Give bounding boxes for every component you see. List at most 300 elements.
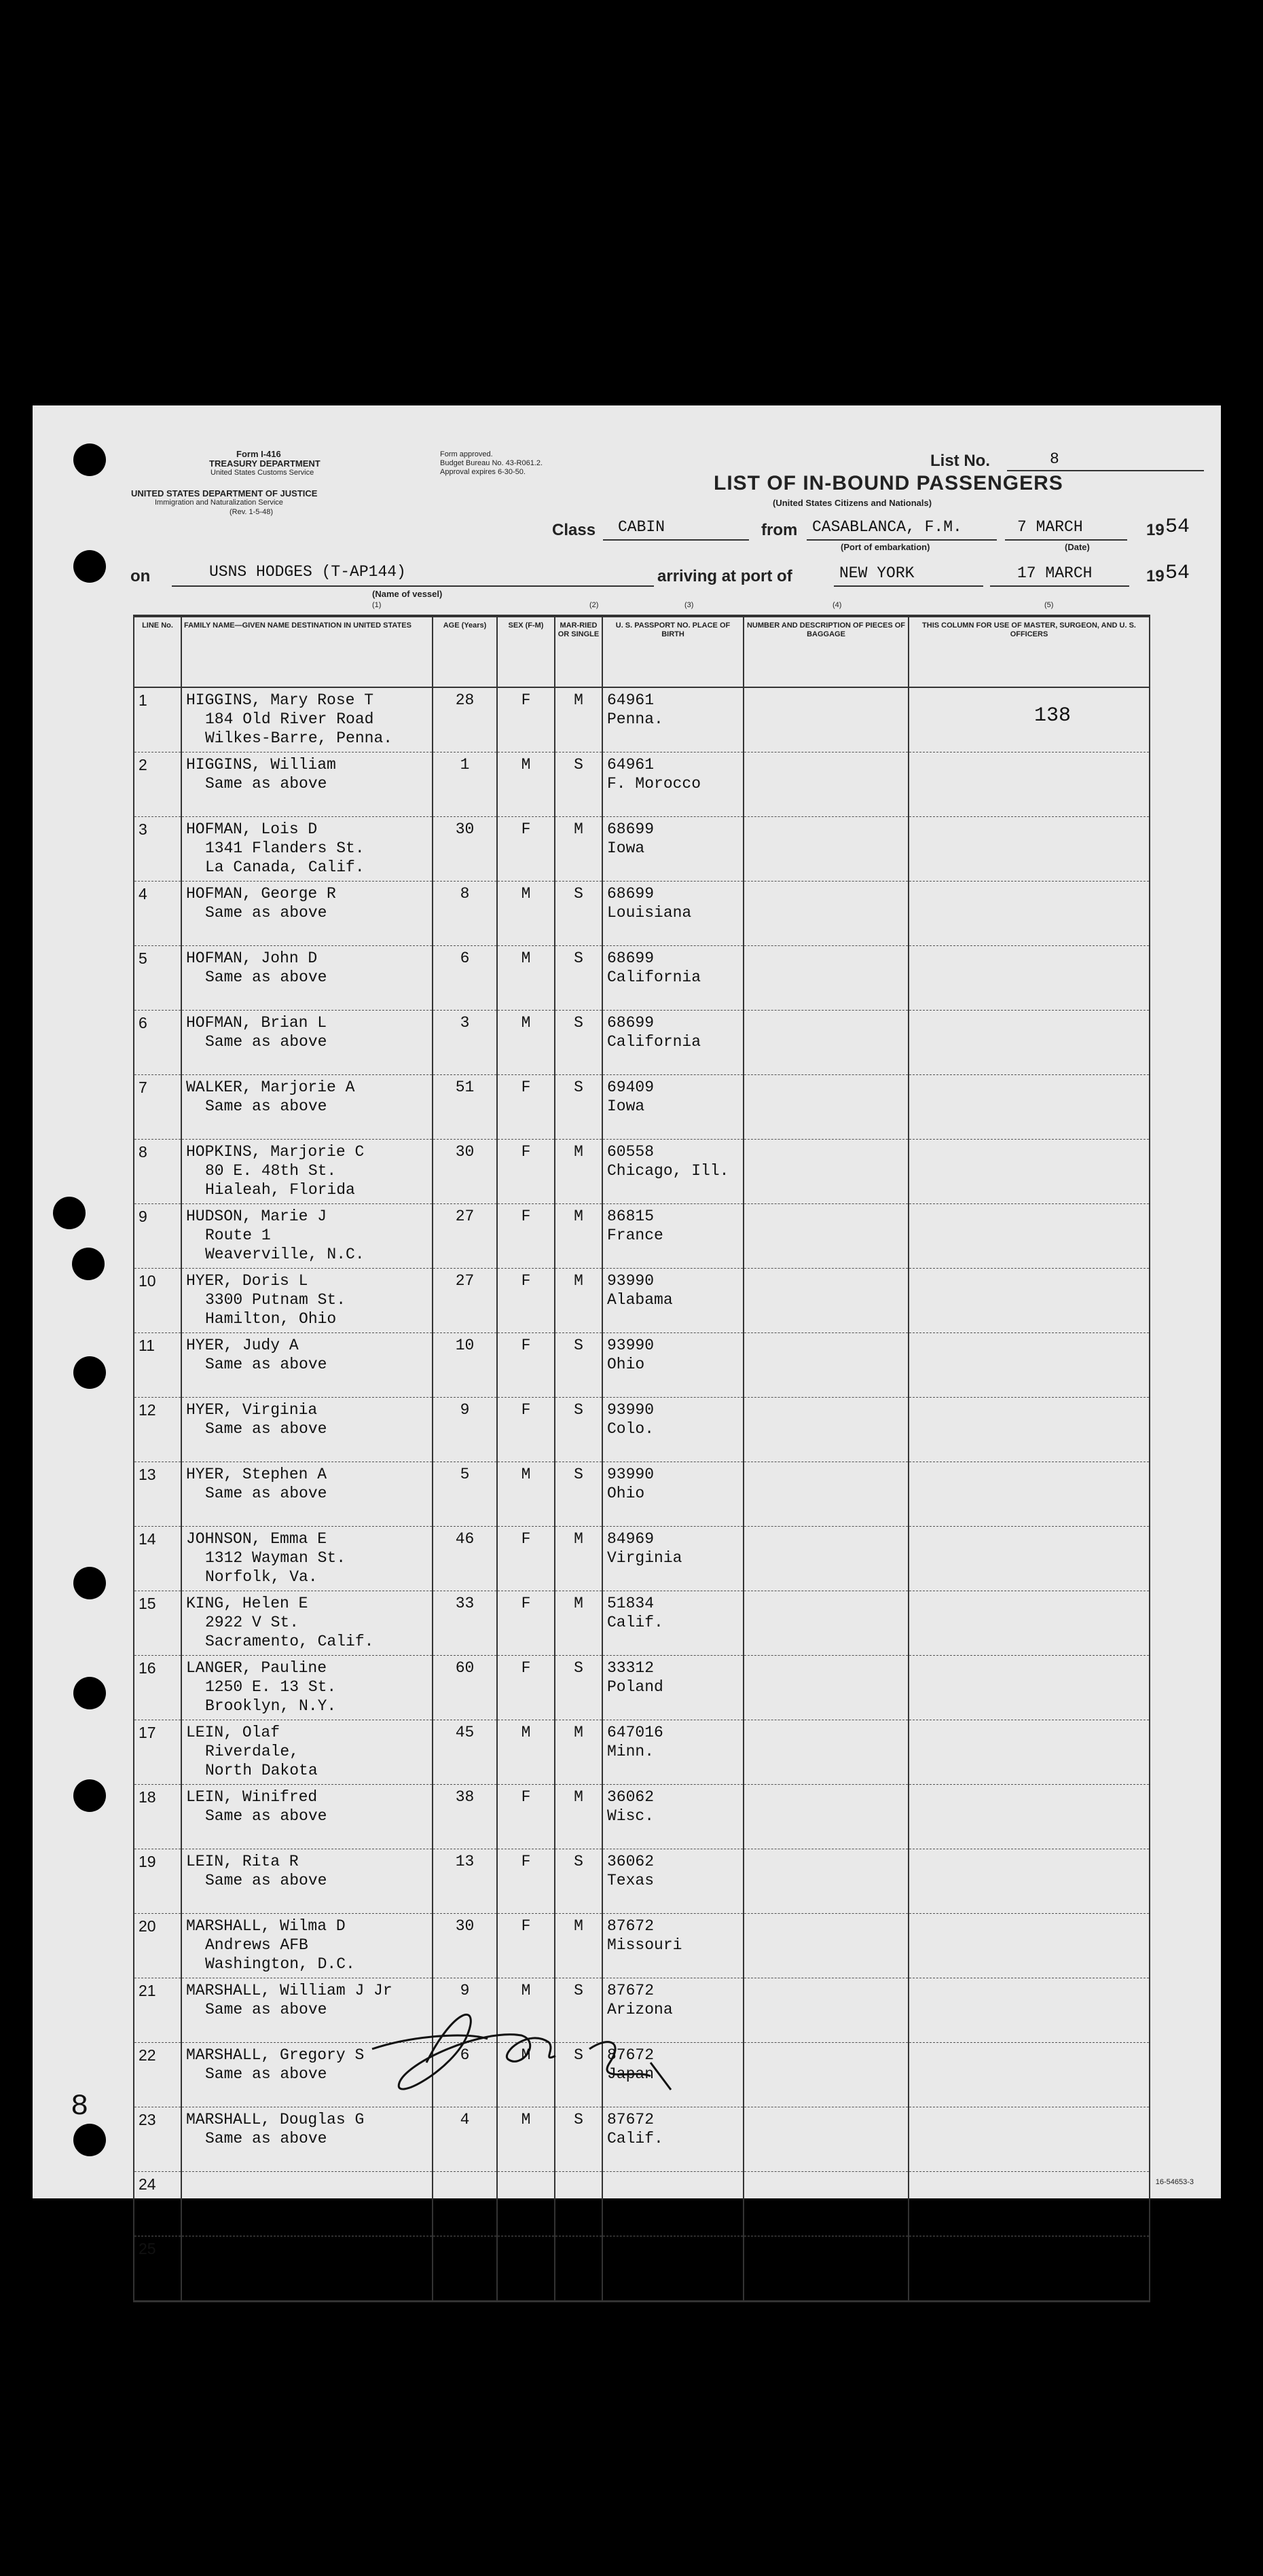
passenger-name [181,1269,433,1333]
line-no: 14 [134,1527,181,1591]
family-name: HOFMAN, John D [186,949,318,967]
baggage [744,752,909,817]
passenger-name [181,1849,433,1914]
col-num-3: (3) [684,601,694,609]
place-of-birth: Alabama [607,1291,673,1309]
passport [602,946,744,1011]
place-of-birth: Iowa [607,1097,645,1115]
marital-status: M [555,1591,602,1656]
destination: Same as above [205,1807,327,1825]
date-caption: (Date) [1065,542,1090,552]
destination: Same as above [205,2065,327,2083]
passport-no: 69409 [607,1078,655,1096]
signature [352,1988,705,2124]
baggage [744,1785,909,1849]
from-port: CASABLANCA, F.M. [812,518,962,536]
passport [602,1656,744,1720]
sex: M [497,2107,555,2172]
baggage [744,1140,909,1204]
baggage [744,687,909,752]
line-no: 17 [134,1720,181,1785]
table-row [134,1462,1150,1527]
customs-service: United States Customs Service [210,469,314,477]
age: 27 [433,1269,497,1333]
line-no: 1 [134,687,181,752]
destination: 184 Old River Road Wilkes-Barre, Penna. [205,710,393,747]
sex [497,2172,555,2236]
baggage [744,1914,909,1978]
age: 45 [433,1720,497,1785]
punch-hole [73,1677,106,1709]
family-name: HOFMAN, George R [186,885,336,903]
destination: Same as above [205,904,327,922]
passenger-name [181,1398,433,1462]
line-no: 21 [134,1978,181,2043]
table-row [134,1140,1150,1204]
class-label: Class [552,521,596,539]
passenger-name [181,1914,433,1978]
place-of-birth: Wisc. [607,1807,655,1825]
baggage [744,1978,909,2043]
family-name: JOHNSON, Emma E [186,1530,327,1548]
family-name: HIGGINS, William [186,756,336,774]
punch-hole [53,1197,86,1229]
destination: Same as above [205,1356,327,1373]
arrival-date: 17 MARCH [1017,564,1093,582]
passport-no: 87672 [607,1917,655,1935]
line-no: 22 [134,2043,181,2107]
officer-use [909,2172,1150,2236]
age [433,2236,497,2302]
table-row [134,817,1150,882]
baggage [744,1720,909,1785]
table-row [134,1591,1150,1656]
age: 9 [433,1978,497,2043]
officer-use [909,2043,1150,2107]
table-row [134,1656,1150,1720]
place-of-birth: Ohio [607,1356,645,1373]
place-of-birth: Virginia [607,1549,682,1567]
passport [602,1591,744,1656]
on-label: on [130,567,151,585]
family-name: MARSHALL, Douglas G [186,2111,365,2128]
col-sex: SEX (F-M) [497,616,555,687]
passport [602,1527,744,1591]
marital-status: M [555,1204,602,1269]
line-no: 10 [134,1269,181,1333]
line-no: 18 [134,1785,181,1849]
footer-code: 16-54653-3 [1155,2178,1194,2186]
line-no: 13 [134,1462,181,1527]
destination: Same as above [205,1420,327,1438]
family-name: KING, Helen E [186,1595,308,1612]
place-of-birth: France [607,1227,663,1244]
sex: F [497,1075,555,1140]
officer-use [909,817,1150,882]
from-line [807,539,997,541]
officer-use [909,1785,1150,1849]
destination: Same as above [205,1485,327,1502]
table-row [134,1075,1150,1140]
age: 46 [433,1527,497,1591]
family-name: MARSHALL, Wilma D [186,1917,346,1935]
passenger-name [181,1333,433,1398]
col-name: FAMILY NAME—GIVEN NAME DESTINATION IN UNITED STATES [181,616,433,687]
age: 27 [433,1204,497,1269]
marital-status: S [555,1978,602,2043]
col-officers: THIS COLUMN FOR USE OF MASTER, SURGEON, AND U. S. OFFICERS [909,616,1150,687]
passport-no: 87672 [607,1982,655,1999]
passport [602,752,744,817]
destination: Route 1 Weaverville, N.C. [205,1227,365,1263]
class-line [603,539,749,541]
place-of-birth: Penna. [607,710,663,728]
officer-use [909,1527,1150,1591]
family-name: MARSHALL, William J Jr [186,1982,392,1999]
col-line: LINE No. [134,616,181,687]
sex: F [497,1398,555,1462]
age: 38 [433,1785,497,1849]
officer-note: 138 [1034,704,1072,727]
age: 30 [433,1914,497,1978]
sex: M [497,882,555,946]
family-name: HYER, Virginia [186,1401,318,1419]
marital-status [555,2236,602,2302]
officer-use [909,1075,1150,1140]
baggage [744,1011,909,1075]
age: 9 [433,1398,497,1462]
baggage [744,1849,909,1914]
col-baggage: NUMBER AND DESCRIPTION OF PIECES OF BAGGAGE [744,616,909,687]
sex: F [497,1914,555,1978]
passport-no: 36062 [607,1788,655,1806]
place-of-birth: Texas [607,1872,655,1889]
place-of-birth: Calif. [607,2130,663,2147]
line-no: 15 [134,1591,181,1656]
officer-use [909,1849,1150,1914]
passport [602,1462,744,1527]
passport [602,2172,744,2236]
marital-status: M [555,1914,602,1978]
age: 30 [433,1140,497,1204]
age: 28 [433,687,497,752]
passport [602,882,744,946]
col-passport: U. S. PASSPORT NO. PLACE OF BIRTH [602,616,744,687]
marital-status: S [555,1075,602,1140]
passport [602,2236,744,2302]
marital-status: S [555,2043,602,2107]
passenger-name [181,882,433,946]
marital-status: M [555,1527,602,1591]
marital-status: S [555,1656,602,1720]
table-row [134,1269,1150,1333]
family-name: LEIN, Winifred [186,1788,318,1806]
passenger-name [181,1591,433,1656]
from-year: 54 [1165,515,1190,539]
passenger-name [181,1011,433,1075]
line-no: 25 [134,2236,181,2302]
table-row [134,752,1150,817]
officer-use [909,2236,1150,2302]
baggage [744,1333,909,1398]
vessel-caption: (Name of vessel) [372,589,443,599]
age: 30 [433,817,497,882]
sex: F [497,1591,555,1656]
passenger-name [181,1785,433,1849]
marital-status: S [555,946,602,1011]
passport-no: 84969 [607,1530,655,1548]
age: 60 [433,1656,497,1720]
sex: M [497,1462,555,1527]
line-no: 5 [134,946,181,1011]
passport-no: 68699 [607,820,655,838]
officer-use [909,1204,1150,1269]
place-of-birth: California [607,1033,701,1051]
family-name: HUDSON, Marie J [186,1208,327,1225]
passport-no: 87672 [607,2046,655,2064]
col-married: MAR-RIED OR SINGLE [555,616,602,687]
sex: F [497,687,555,752]
age: 3 [433,1011,497,1075]
marital-status: M [555,687,602,752]
marital-status: S [555,752,602,817]
passport [602,1333,744,1398]
destination: 1341 Flanders St. La Canada, Calif. [205,839,365,876]
marital-status: M [555,1269,602,1333]
officer-use [909,1978,1150,2043]
table-row [134,882,1150,946]
punch-hole [73,1356,106,1389]
table-header-row [134,616,1150,687]
place-of-birth: Iowa [607,839,645,857]
line-no: 12 [134,1398,181,1462]
passport [602,1914,744,1978]
passport-no: 64961 [607,691,655,709]
sex: F [497,1333,555,1398]
passport-no: 60558 [607,1143,655,1161]
page-subtitle: (United States Citizens and Nationals) [773,498,932,508]
sex: F [497,1204,555,1269]
place-of-birth: Missouri [607,1936,682,1954]
marital-status [555,2172,602,2236]
passenger-name [181,687,433,752]
passport-no: 64961 [607,756,655,774]
passport [602,1204,744,1269]
arriving-label: arriving at port of [657,567,792,585]
form-number: Form I-416 [236,449,281,459]
punch-hole [73,1567,106,1599]
marital-status: M [555,1785,602,1849]
passport-no: 51834 [607,1595,655,1612]
place-of-birth: Arizona [607,2001,673,2018]
punch-hole [72,1248,105,1280]
from-year-prefix: 19 [1146,521,1165,539]
place-of-birth: Louisiana [607,904,692,922]
passport-no: 86815 [607,1208,655,1225]
officer-use [909,1914,1150,1978]
passport [602,1269,744,1333]
table-row [134,1785,1150,1849]
officer-use [909,1720,1150,1785]
passport [602,1011,744,1075]
vessel-name: USNS HODGES (T-AP144) [209,563,406,581]
approval-expires: Approval expires 6-30-50. [440,468,526,476]
sex: F [497,1849,555,1914]
destination: 80 E. 48th St. Hialeah, Florida [205,1162,355,1199]
from-date-line [1005,539,1127,541]
officer-use [909,1269,1150,1333]
marital-status: M [555,1720,602,1785]
table-row [134,687,1150,752]
baggage [744,1462,909,1527]
line-no: 23 [134,2107,181,2172]
baggage [744,1204,909,1269]
list-no-value: 8 [1050,450,1059,468]
age: 1 [433,752,497,817]
sex [497,2236,555,2302]
baggage [744,1398,909,1462]
baggage [744,1075,909,1140]
baggage [744,1269,909,1333]
passenger-name [181,1075,433,1140]
passport-no: 68699 [607,949,655,967]
table-row [134,1720,1150,1785]
passport [602,1398,744,1462]
passport [602,817,744,882]
marital-status: S [555,1462,602,1527]
marital-status: M [555,817,602,882]
passenger-name [181,752,433,817]
passport-no: 93990 [607,1466,655,1483]
passenger-name [181,2236,433,2302]
passenger-name [181,1462,433,1527]
age: 6 [433,2043,497,2107]
baggage [744,1591,909,1656]
list-no-line [1007,470,1204,471]
table-row [134,1204,1150,1269]
passport [602,1075,744,1140]
col-num-1: (1) [372,601,382,609]
destination: 3300 Putnam St. Hamilton, Ohio [205,1291,346,1328]
passport-no: 93990 [607,1337,655,1354]
sex: M [497,752,555,817]
officer-use [909,1140,1150,1204]
arrival-port: NEW YORK [839,564,915,582]
passenger-name [181,2172,433,2236]
marital-status: S [555,1398,602,1462]
line-no: 20 [134,1914,181,1978]
embark-caption: (Port of embarkation) [841,542,930,552]
baggage [744,946,909,1011]
place-of-birth: F. Morocco [607,775,701,793]
from-date: 7 MARCH [1017,518,1083,536]
line-no: 9 [134,1204,181,1269]
port-line [834,585,983,587]
place-of-birth: Colo. [607,1420,655,1438]
table-row [134,1849,1150,1914]
place-of-birth: Poland [607,1678,663,1696]
passenger-name [181,1140,433,1204]
sex: M [497,1720,555,1785]
col-num-2: (2) [589,601,599,609]
passport [602,1849,744,1914]
punch-hole [73,1779,106,1812]
sex: F [497,1269,555,1333]
punch-hole [73,550,106,583]
place-of-birth: California [607,968,701,986]
age: 6 [433,946,497,1011]
family-name: HOFMAN, Brian L [186,1014,327,1032]
passport [602,1720,744,1785]
place-of-birth: Chicago, Ill. [607,1162,729,1180]
passport [602,687,744,752]
punch-hole [73,2124,106,2156]
passport-no: 68699 [607,1014,655,1032]
table-row [134,1398,1150,1462]
passport-no: 93990 [607,1401,655,1419]
family-name: HIGGINS, Mary Rose T [186,691,374,709]
punch-hole [73,443,106,476]
destination: 2922 V St. Sacramento, Calif. [205,1614,374,1650]
destination: Andrews AFB Washington, D.C. [205,1936,355,1973]
passport-no: 87672 [607,2111,655,2128]
passport-no: 93990 [607,1272,655,1290]
passenger-name [181,817,433,882]
family-name: WALKER, Marjorie A [186,1078,355,1096]
baggage [744,2043,909,2107]
officer-use [909,687,1150,752]
passenger-manifest-page [33,405,1221,2257]
destination: Riverdale, North Dakota [205,1743,318,1779]
sex: F [497,1656,555,1720]
officer-use [909,752,1150,817]
marital-status: S [555,2107,602,2172]
margin-mark: 8 [71,2090,89,2124]
vessel-line [172,585,654,587]
col-age: AGE (Years) [433,616,497,687]
family-name: HYER, Judy A [186,1337,299,1354]
baggage [744,1527,909,1591]
family-name: HYER, Stephen A [186,1466,327,1483]
passport-no: 68699 [607,885,655,903]
sex: F [497,817,555,882]
baggage [744,817,909,882]
family-name: LEIN, Olaf [186,1724,280,1741]
sex: F [497,1140,555,1204]
age: 51 [433,1075,497,1140]
destination: Same as above [205,2130,327,2147]
passport [602,1785,744,1849]
officer-use [909,1333,1150,1398]
line-no: 8 [134,1140,181,1204]
passport-no: 33312 [607,1659,655,1677]
revision: (Rev. 1-5-48) [230,508,273,516]
table-row [134,1527,1150,1591]
passenger-name [181,1656,433,1720]
officer-use [909,1011,1150,1075]
officer-use [909,1462,1150,1527]
officer-use [909,946,1150,1011]
treasury-department: TREASURY DEPARTMENT [209,458,321,469]
table-row [134,1914,1150,1978]
family-name: HYER, Doris L [186,1272,308,1290]
officer-use [909,1591,1150,1656]
destination: 1250 E. 13 St. Brooklyn, N.Y. [205,1678,337,1715]
justice-department: UNITED STATES DEPARTMENT OF JUSTICE [131,488,318,498]
arr-year: 54 [1165,562,1190,585]
col-num-5: (5) [1044,601,1054,609]
age: 10 [433,1333,497,1398]
